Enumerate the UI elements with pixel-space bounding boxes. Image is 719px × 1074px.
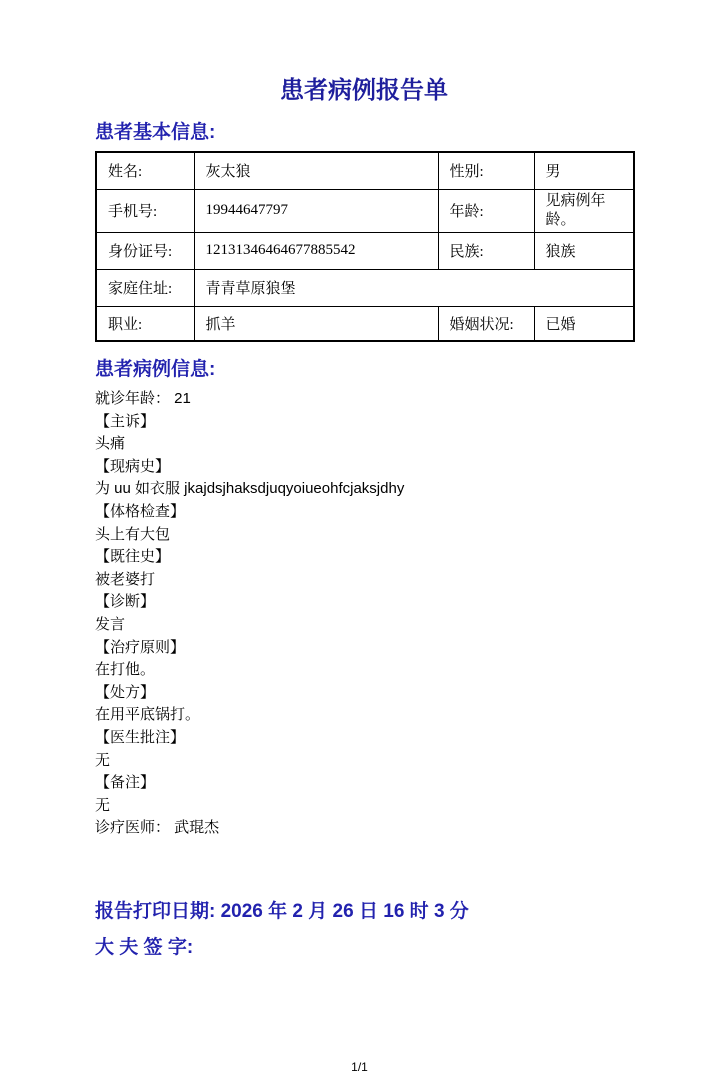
basic-info-heading: 患者基本信息: xyxy=(95,122,216,143)
case-line-past-history-heading: 【既往史】 xyxy=(95,548,171,566)
name-label: 姓名: xyxy=(96,152,194,189)
case-line-chief-complaint: 头痛 xyxy=(95,435,126,453)
ethnicity-value: 狼族 xyxy=(534,232,634,269)
id-number-label: 身份证号: xyxy=(96,232,194,269)
case-line-physical-exam: 头上有大包 xyxy=(95,525,171,543)
page-number: 1/1 xyxy=(351,1060,368,1074)
case-info-heading: 患者病例信息: xyxy=(95,359,216,380)
basic-info-table xyxy=(95,151,635,342)
case-line-doctor-note-heading: 【医生批注】 xyxy=(95,728,186,746)
case-line-remarks-heading: 【备注】 xyxy=(95,774,156,792)
marital-status-label: 婚姻状况: xyxy=(438,306,534,341)
case-line-remarks: 无 xyxy=(95,796,111,814)
age-value: 见病例年龄。 xyxy=(534,189,634,232)
ethnicity-label: 民族: xyxy=(438,232,534,269)
table-row-id-ethnicity xyxy=(96,232,634,269)
case-line-treatment-principle-heading: 【治疗原则】 xyxy=(95,638,186,656)
report-page xyxy=(95,76,633,960)
table-row-address xyxy=(96,269,634,306)
table-row-occupation-marital xyxy=(96,306,634,341)
gender-label: 性别: xyxy=(438,152,534,189)
print-date: 报告打印日期: 2026 年 2 月 26 日 16 时 3 分 xyxy=(95,900,469,922)
doctor-signature-label: 大 夫 签 字: xyxy=(95,936,194,958)
name-value: 灰太狼 xyxy=(194,152,438,189)
gender-value: 男 xyxy=(534,152,634,189)
case-line-present-illness-heading: 【现病史】 xyxy=(95,457,171,475)
case-info-body xyxy=(95,388,633,840)
occupation-label: 职业: xyxy=(96,306,194,341)
case-line-present-illness: 为 uu 如衣服 jkajdsjhaksdjuqyoiueohfcjaksjdhy xyxy=(95,480,405,498)
case-line-visit-age: 就诊年龄： 21 xyxy=(95,390,191,407)
table-row-name-gender xyxy=(96,152,634,189)
case-line-prescription: 在用平底锅打。 xyxy=(95,706,201,724)
address-value: 青青草原狼堡 xyxy=(194,269,634,306)
address-label: 家庭住址: xyxy=(96,269,194,306)
case-line-diagnosis: 发言 xyxy=(95,615,126,633)
case-line-diagnosis-heading: 【诊断】 xyxy=(95,593,156,611)
page-title: 患者病例报告单 xyxy=(280,77,448,104)
case-line-chief-complaint-heading: 【主诉】 xyxy=(95,412,156,430)
case-line-past-history: 被老婆打 xyxy=(95,570,156,588)
occupation-value: 抓羊 xyxy=(194,306,438,341)
case-line-doctor-note: 无 xyxy=(95,751,111,769)
age-label: 年龄: xyxy=(438,189,534,232)
phone-value: 19944647797 xyxy=(194,189,438,232)
case-line-prescription-heading: 【处方】 xyxy=(95,683,156,701)
id-number-value: 12131346464677885542 xyxy=(194,232,438,269)
case-line-physical-exam-heading: 【体格检查】 xyxy=(95,502,186,520)
case-line-treatment-principle: 在打他。 xyxy=(95,661,156,679)
case-line-attending-doctor: 诊疗医师： 武琨杰 xyxy=(95,819,220,837)
table-row-phone-age xyxy=(96,189,634,232)
phone-label: 手机号: xyxy=(96,189,194,232)
marital-status-value: 已婚 xyxy=(534,306,634,341)
